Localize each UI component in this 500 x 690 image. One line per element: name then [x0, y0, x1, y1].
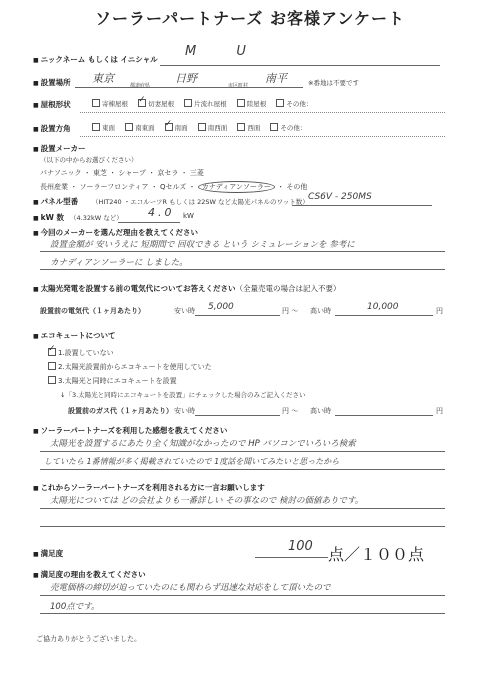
- impression-line1[interactable]: 太陽光を設置するにあたり全く知識がなかったので HP パソコンでいろいろ検索: [50, 439, 356, 449]
- ecocute-option-3: 3.太陽光と同時にエコキュートを設置: [48, 376, 177, 386]
- location-city[interactable]: 日野: [175, 72, 197, 85]
- direction-option-west: 西面: [237, 124, 260, 132]
- gas-yen2: 円: [436, 407, 443, 415]
- roof-checkbox-other[interactable]: [276, 99, 284, 107]
- roof-options: [92, 99, 320, 108]
- gas-low-field[interactable]: [195, 415, 280, 416]
- direction-checkbox-south[interactable]: [165, 123, 173, 131]
- satisfaction-score[interactable]: 100: [288, 539, 313, 554]
- roof-option-other: その他：: [276, 100, 312, 108]
- electric-label: ■ 太陽光発電を設置する前の電気代についてお答えください（全量売電の場合は記入不要）: [33, 283, 341, 294]
- message-label: ■ これからソーラーパートナーズを利用される方に一言お願いします: [33, 482, 265, 493]
- maker-circled: カナディアンソーラー: [198, 181, 275, 193]
- maker-label: ■ 設置メーカー: [33, 143, 86, 154]
- electric-low-label: 安い時: [174, 307, 195, 315]
- direction-option-southeast: 南東面: [125, 124, 155, 132]
- thanks-text: ご協力ありがとうございました。: [36, 635, 141, 643]
- ecocute-checkbox-3[interactable]: [48, 376, 56, 384]
- ecocute-option-2: 2.太陽光設置前からエコキュートを使用していた: [48, 362, 212, 372]
- ecocute-option-1: ✓1.設置していない: [48, 348, 114, 358]
- direction-checkbox-other[interactable]: [270, 123, 278, 131]
- direction-label: ■ 設置方角: [33, 123, 71, 134]
- roof-option-gable: ✓ 切妻屋根: [138, 100, 174, 108]
- panel-note: （HIT240 ・エコルーツR もしくは 22SW など太陽光パネルのワット数）: [92, 198, 309, 206]
- electric-high-value[interactable]: 10,000: [367, 302, 399, 312]
- direction-checkbox-west[interactable]: [237, 123, 245, 131]
- roof-checkbox-hip[interactable]: [92, 99, 100, 107]
- gas-row-label: 設置前のガス代（１ヶ月あたり）: [68, 407, 173, 415]
- roof-option-hip: 寄棟屋根: [92, 100, 128, 108]
- panel-label: ■ パネル型番: [33, 196, 78, 207]
- gas-high-field[interactable]: [335, 415, 433, 416]
- location-label: ■ 設置場所: [33, 77, 71, 88]
- location-pref[interactable]: 東京: [92, 72, 114, 85]
- maker-row1: パナソニック ・ 東芝 ・ シャープ ・ 京セラ ・ 三菱: [40, 169, 204, 177]
- impression-label: ■ ソーラーパートナーズを利用した感想を教えてください: [33, 425, 227, 436]
- city-unit: 市区町村: [228, 83, 249, 89]
- electric-yen1: 円 〜: [282, 307, 299, 315]
- maker-row2: 長州産業 ・ ソーラーフロンティア ・ Qセルズ ・ カナディアンソーラー ・ その他: [40, 183, 308, 191]
- reason-line1[interactable]: 設置金額が 安いうえに 短期間で 回収できる という シミュレーションを 参考に: [50, 240, 355, 250]
- direction-checkbox-southeast[interactable]: [125, 123, 133, 131]
- ecocute-checkbox-2[interactable]: [48, 362, 56, 370]
- roof-checkbox-shed[interactable]: [184, 99, 192, 107]
- gas-low-label: 安い時: [174, 407, 195, 415]
- direction-checkbox-southwest[interactable]: [198, 123, 206, 131]
- pref-unit: 都道府県: [130, 83, 151, 89]
- kw-note: （4.32kW など）: [70, 214, 123, 222]
- kw-unit: kW: [183, 212, 194, 220]
- ecocute-checkbox-1[interactable]: [48, 348, 56, 356]
- sat-reason-line2[interactable]: 100点です。: [50, 602, 100, 612]
- sat-reason-line1[interactable]: 売電価格の締切が迫っていたのにも関わらず迅速な対応をして頂いたので: [50, 583, 331, 593]
- reason-line2[interactable]: カナディアンソーラーに しました。: [50, 258, 188, 268]
- location-note: ※番地は不要です: [308, 79, 359, 87]
- message-line1[interactable]: 太陽光については どの会社よりも一番詳しい その事なので 検討の価値ありです。: [50, 496, 364, 506]
- roof-checkbox-gable[interactable]: [138, 99, 146, 107]
- direction-option-south: ✓ 南面: [165, 124, 188, 132]
- direction-option-east: 東面: [92, 124, 115, 132]
- roof-option-flat: 陸屋根: [237, 100, 267, 108]
- maker-note: （以下の中からお選びください）: [40, 156, 138, 164]
- reason-label: ■ 今回のメーカーを選んだ理由を教えてください: [33, 227, 198, 238]
- gas-high-label: 高い時: [310, 407, 331, 415]
- electric-row-label: 設置前の電気代（１ヶ月あたり）: [40, 307, 145, 315]
- panel-value[interactable]: CS6V - 250MS: [308, 192, 372, 202]
- direction-option-other: その他：: [270, 124, 306, 132]
- location-area[interactable]: 南平: [265, 72, 287, 85]
- electric-yen2: 円: [436, 307, 443, 315]
- electric-high-label: 高い時: [310, 307, 331, 315]
- nickname-label: ■ ニックネーム もしくは イニシャル: [33, 54, 158, 65]
- roof-option-shed: 片流れ屋根: [184, 100, 227, 108]
- direction-checkbox-east[interactable]: [92, 123, 100, 131]
- satisfaction-suffix: 点／１００点: [328, 545, 425, 564]
- direction-option-southwest: 南西面: [198, 124, 228, 132]
- kw-value[interactable]: 4.0: [148, 206, 175, 219]
- kw-label: ■ kW 数: [33, 212, 64, 223]
- ecocute-note: ↓「3.太陽光と同時にエコキュートを設置」にチェックした場合のみご記入ください: [60, 391, 306, 399]
- gas-yen1: 円 〜: [282, 407, 299, 415]
- page-title: ソーラーパートナーズ お客様アンケート: [94, 9, 405, 28]
- sat-reason-label: ■ 満足度の理由を教えてください: [33, 569, 146, 580]
- direction-options: [92, 123, 314, 132]
- satisfaction-label: ■ 満足度: [33, 548, 63, 559]
- ecocute-label: ■ エコキュートについて: [33, 330, 116, 341]
- electric-low-value[interactable]: 5,000: [208, 302, 234, 312]
- roof-checkbox-flat[interactable]: [237, 99, 245, 107]
- roof-label: ■ 屋根形状: [33, 99, 71, 110]
- impression-line2[interactable]: していたら 1番情報が多く掲載されていたので 1度話を聞いてみたいと思ったから: [44, 457, 340, 466]
- nickname-value[interactable]: M U: [185, 44, 264, 59]
